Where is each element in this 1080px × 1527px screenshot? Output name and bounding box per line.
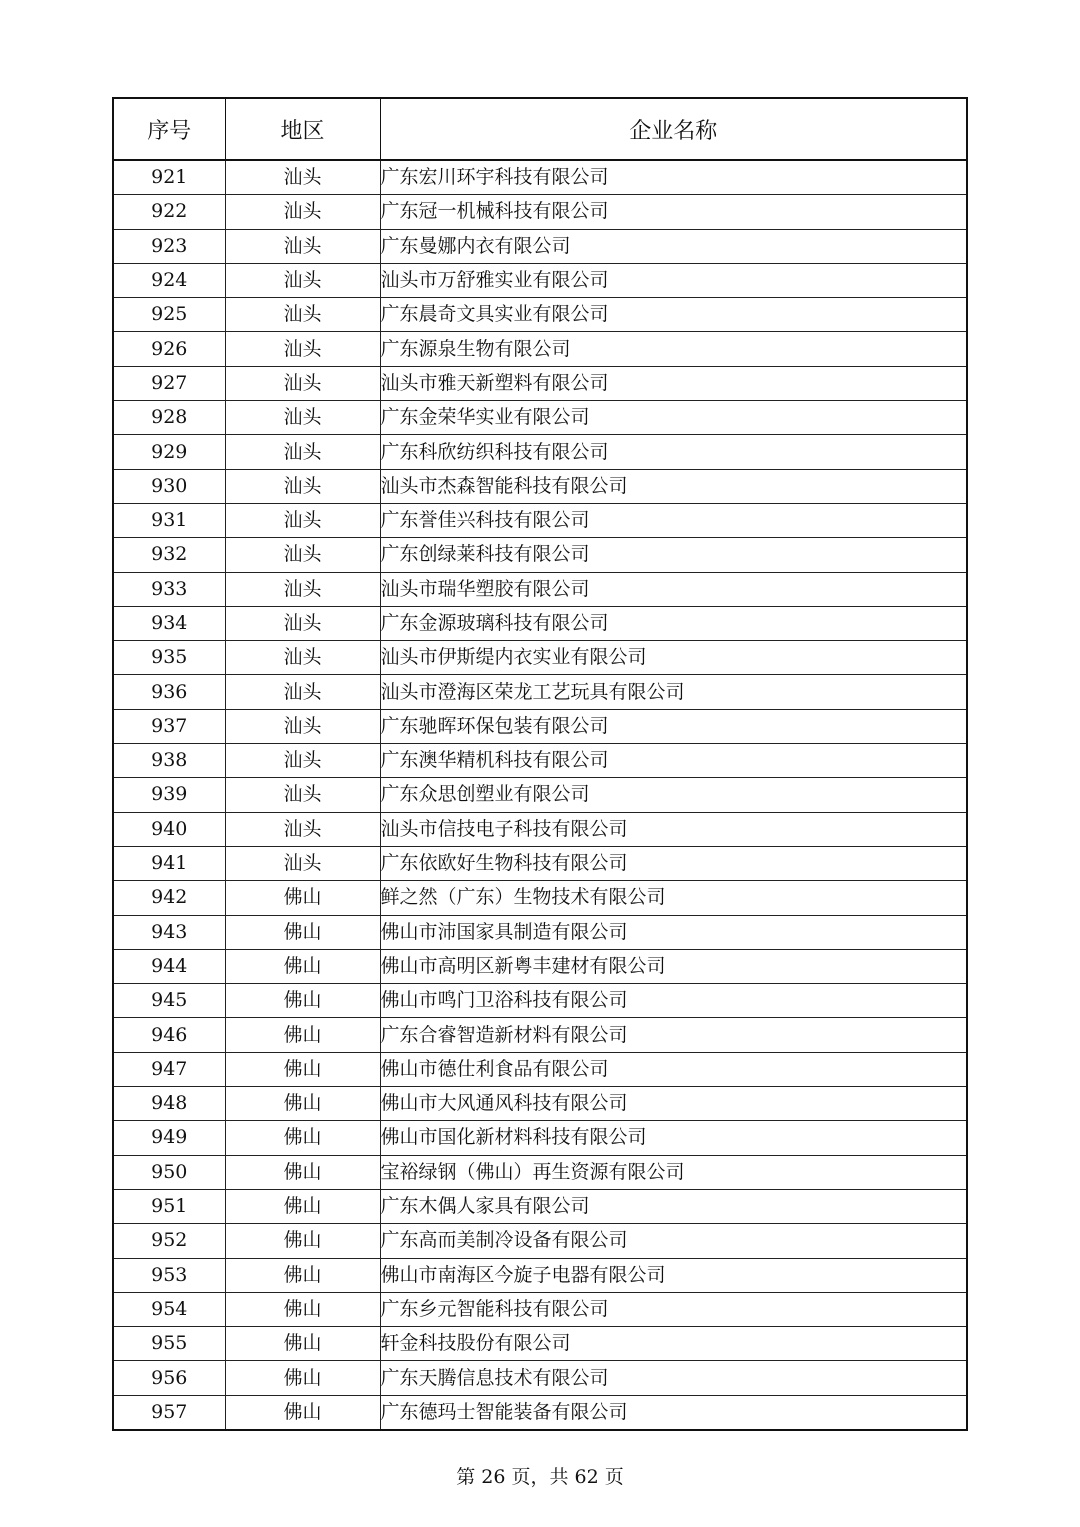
- region-cell: 汕头: [225, 503, 380, 537]
- company-name-cell: 广东天腾信息技术有限公司: [380, 1361, 967, 1395]
- company-name-cell: 广东众思创塑业有限公司: [380, 778, 967, 812]
- table-row: [113, 1087, 967, 1121]
- region-cell: 汕头: [225, 641, 380, 675]
- company-name-cell: 轩金科技股份有限公司: [380, 1327, 967, 1361]
- seq-cell: 939: [113, 778, 225, 812]
- company-name-cell: 广东金源玻璃科技有限公司: [380, 606, 967, 640]
- table-row: [113, 1292, 967, 1326]
- table-row: [113, 503, 967, 537]
- table-row: [113, 469, 967, 503]
- company-name-cell: 佛山市高明区新粤丰建材有限公司: [380, 949, 967, 983]
- table-row: [113, 1224, 967, 1258]
- region-cell: 汕头: [225, 160, 380, 195]
- table-row: [113, 675, 967, 709]
- table-row: [113, 1258, 967, 1292]
- region-cell: 佛山: [225, 1155, 380, 1189]
- company-table: [112, 97, 968, 1431]
- seq-cell: 941: [113, 846, 225, 880]
- company-name-cell: 汕头市信技电子科技有限公司: [380, 812, 967, 846]
- seq-cell: 928: [113, 401, 225, 435]
- region-cell: 汕头: [225, 263, 380, 297]
- company-name-cell: 广东合睿智造新材料有限公司: [380, 1018, 967, 1052]
- region-cell: 汕头: [225, 572, 380, 606]
- table-row: [113, 1395, 967, 1430]
- seq-cell: 942: [113, 881, 225, 915]
- seq-cell: 952: [113, 1224, 225, 1258]
- region-cell: 汕头: [225, 846, 380, 880]
- header-region: 地区: [225, 98, 380, 160]
- region-cell: 汕头: [225, 195, 380, 229]
- table-row: [113, 1361, 967, 1395]
- region-cell: 佛山: [225, 949, 380, 983]
- table-row: [113, 263, 967, 297]
- region-cell: 汕头: [225, 229, 380, 263]
- seq-cell: 949: [113, 1121, 225, 1155]
- seq-cell: 922: [113, 195, 225, 229]
- seq-cell: 925: [113, 298, 225, 332]
- table-row: [113, 709, 967, 743]
- seq-cell: 927: [113, 366, 225, 400]
- table-row: [113, 160, 967, 195]
- region-cell: 佛山: [225, 915, 380, 949]
- seq-cell: 931: [113, 503, 225, 537]
- table-row: [113, 401, 967, 435]
- seq-cell: 934: [113, 606, 225, 640]
- company-name-cell: 汕头市伊斯缇内衣实业有限公司: [380, 641, 967, 675]
- seq-cell: 944: [113, 949, 225, 983]
- table-row: [113, 1327, 967, 1361]
- seq-cell: 930: [113, 469, 225, 503]
- region-cell: 汕头: [225, 366, 380, 400]
- company-name-cell: 佛山市德仕利食品有限公司: [380, 1052, 967, 1086]
- company-name-cell: 广东源泉生物有限公司: [380, 332, 967, 366]
- seq-cell: 940: [113, 812, 225, 846]
- region-cell: 佛山: [225, 881, 380, 915]
- company-name-cell: 佛山市鸣门卫浴科技有限公司: [380, 984, 967, 1018]
- company-name-cell: 广东驰晖环保包装有限公司: [380, 709, 967, 743]
- table-row: [113, 881, 967, 915]
- company-name-cell: 佛山市南海区今旋子电器有限公司: [380, 1258, 967, 1292]
- table-row: [113, 195, 967, 229]
- company-name-cell: 广东宏川环宇科技有限公司: [380, 160, 967, 195]
- region-cell: 汕头: [225, 469, 380, 503]
- region-cell: 佛山: [225, 1018, 380, 1052]
- company-name-cell: 汕头市杰森智能科技有限公司: [380, 469, 967, 503]
- table-row: [113, 435, 967, 469]
- region-cell: 佛山: [225, 1087, 380, 1121]
- region-cell: 汕头: [225, 298, 380, 332]
- seq-cell: 937: [113, 709, 225, 743]
- seq-cell: 936: [113, 675, 225, 709]
- region-cell: 佛山: [225, 1224, 380, 1258]
- company-name-cell: 广东冠一机械科技有限公司: [380, 195, 967, 229]
- seq-cell: 921: [113, 160, 225, 195]
- seq-cell: 926: [113, 332, 225, 366]
- company-name-cell: 广东依欧好生物科技有限公司: [380, 846, 967, 880]
- company-name-cell: 广东科欣纺织科技有限公司: [380, 435, 967, 469]
- seq-cell: 943: [113, 915, 225, 949]
- region-cell: 汕头: [225, 812, 380, 846]
- table-row: [113, 606, 967, 640]
- table-row: [113, 949, 967, 983]
- company-name-cell: 广东金荣华实业有限公司: [380, 401, 967, 435]
- region-cell: 佛山: [225, 1052, 380, 1086]
- company-name-cell: 汕头市雅天新塑料有限公司: [380, 366, 967, 400]
- seq-cell: 945: [113, 984, 225, 1018]
- seq-cell: 955: [113, 1327, 225, 1361]
- company-name-cell: 汕头市万舒雅实业有限公司: [380, 263, 967, 297]
- seq-cell: 946: [113, 1018, 225, 1052]
- company-name-cell: 广东木偶人家具有限公司: [380, 1189, 967, 1223]
- table-row: [113, 1155, 967, 1189]
- region-cell: 佛山: [225, 1189, 380, 1223]
- company-name-cell: 广东创绿莱科技有限公司: [380, 538, 967, 572]
- region-cell: 汕头: [225, 778, 380, 812]
- page-footer: 第 26 页，共 62 页: [456, 1466, 624, 1488]
- company-name-cell: 广东澳华精机科技有限公司: [380, 744, 967, 778]
- region-cell: 汕头: [225, 332, 380, 366]
- seq-cell: 933: [113, 572, 225, 606]
- table-body: [113, 160, 967, 1430]
- table-row: [113, 1018, 967, 1052]
- table-row: [113, 744, 967, 778]
- company-name-cell: 广东高而美制冷设备有限公司: [380, 1224, 967, 1258]
- seq-cell: 957: [113, 1395, 225, 1430]
- company-name-cell: 汕头市澄海区荣龙工艺玩具有限公司: [380, 675, 967, 709]
- table-row: [113, 1052, 967, 1086]
- company-name-cell: 宝裕绿钢（佛山）再生资源有限公司: [380, 1155, 967, 1189]
- table-row: [113, 915, 967, 949]
- seq-cell: 956: [113, 1361, 225, 1395]
- company-name-cell: 广东曼娜内衣有限公司: [380, 229, 967, 263]
- seq-cell: 938: [113, 744, 225, 778]
- region-cell: 佛山: [225, 1395, 380, 1430]
- region-cell: 汕头: [225, 435, 380, 469]
- company-name-cell: 佛山市沛国家具制造有限公司: [380, 915, 967, 949]
- region-cell: 佛山: [225, 1327, 380, 1361]
- company-name-cell: 佛山市大风通风科技有限公司: [380, 1087, 967, 1121]
- table-row: [113, 332, 967, 366]
- table-row: [113, 1189, 967, 1223]
- seq-cell: 923: [113, 229, 225, 263]
- table-header-row: [113, 98, 967, 160]
- company-name-cell: 鲜之然（广东）生物技术有限公司: [380, 881, 967, 915]
- region-cell: 汕头: [225, 606, 380, 640]
- region-cell: 佛山: [225, 984, 380, 1018]
- table-row: [113, 641, 967, 675]
- region-cell: 佛山: [225, 1121, 380, 1155]
- region-cell: 汕头: [225, 401, 380, 435]
- table-row: [113, 229, 967, 263]
- table-row: [113, 1121, 967, 1155]
- seq-cell: 932: [113, 538, 225, 572]
- seq-cell: 929: [113, 435, 225, 469]
- table-row: [113, 984, 967, 1018]
- header-company-name: 企业名称: [380, 98, 967, 160]
- table-row: [113, 572, 967, 606]
- company-name-cell: 广东德玛士智能装备有限公司: [380, 1395, 967, 1430]
- company-name-cell: 广东乡元智能科技有限公司: [380, 1292, 967, 1326]
- table-row: [113, 298, 967, 332]
- seq-cell: 947: [113, 1052, 225, 1086]
- company-name-cell: 广东晨奇文具实业有限公司: [380, 298, 967, 332]
- region-cell: 汕头: [225, 744, 380, 778]
- region-cell: 汕头: [225, 538, 380, 572]
- seq-cell: 935: [113, 641, 225, 675]
- region-cell: 佛山: [225, 1258, 380, 1292]
- region-cell: 汕头: [225, 675, 380, 709]
- company-name-cell: 佛山市国化新材料科技有限公司: [380, 1121, 967, 1155]
- seq-cell: 950: [113, 1155, 225, 1189]
- table-row: [113, 778, 967, 812]
- seq-cell: 948: [113, 1087, 225, 1121]
- seq-cell: 954: [113, 1292, 225, 1326]
- region-cell: 汕头: [225, 709, 380, 743]
- company-name-cell: 汕头市瑞华塑胶有限公司: [380, 572, 967, 606]
- seq-cell: 924: [113, 263, 225, 297]
- region-cell: 佛山: [225, 1361, 380, 1395]
- table-row: [113, 812, 967, 846]
- seq-cell: 951: [113, 1189, 225, 1223]
- region-cell: 佛山: [225, 1292, 380, 1326]
- table-row: [113, 846, 967, 880]
- company-name-cell: 广东誉佳兴科技有限公司: [380, 503, 967, 537]
- table-row: [113, 538, 967, 572]
- header-seq: 序号: [113, 98, 225, 160]
- seq-cell: 953: [113, 1258, 225, 1292]
- table-row: [113, 366, 967, 400]
